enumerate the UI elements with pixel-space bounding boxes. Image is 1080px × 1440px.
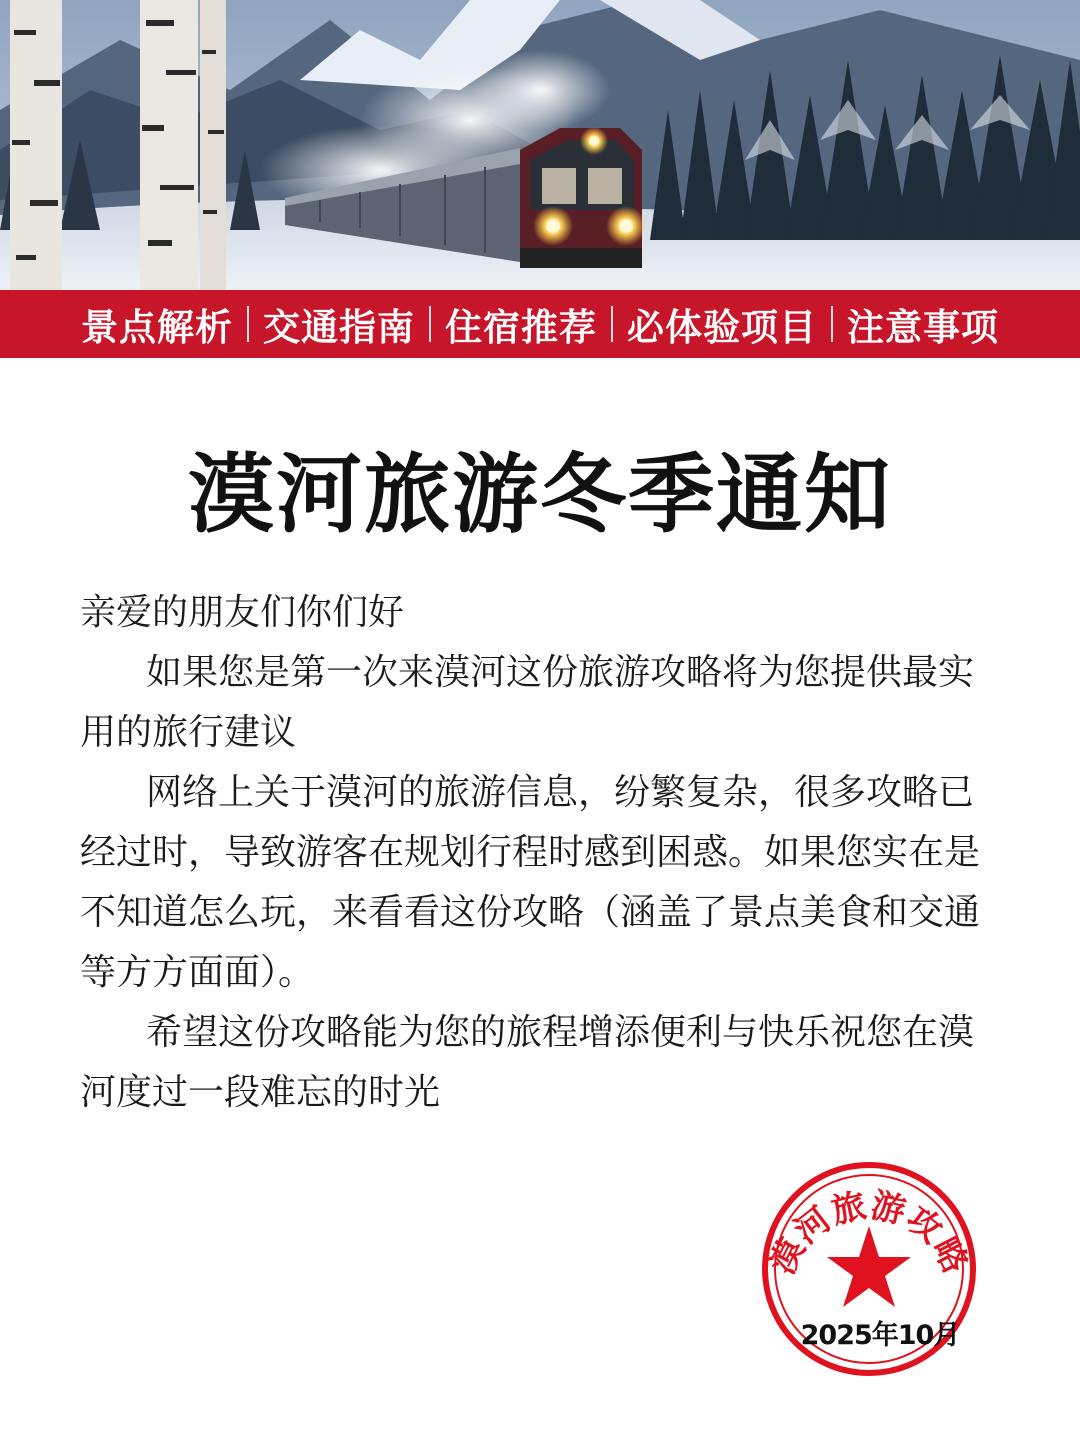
nav-item-transport[interactable]: 交通指南 bbox=[263, 306, 415, 349]
page-title: 漠河旅游冬季通知 bbox=[188, 444, 892, 545]
nav-item-lodging[interactable]: 住宿推荐 bbox=[445, 306, 597, 349]
paragraph-intro: 如果您是第一次来漠河这份旅游攻略将为您提供最实用的旅行建议 bbox=[80, 652, 975, 753]
nav-item-experiences[interactable]: 必体验项目 bbox=[627, 306, 817, 349]
notice-body bbox=[80, 583, 1005, 1123]
nav-item-notices[interactable]: 注意事项 bbox=[847, 306, 999, 349]
winter-train-scene bbox=[0, 0, 1080, 290]
hero-image bbox=[0, 0, 1080, 290]
star-icon bbox=[827, 1226, 911, 1307]
nav-item-attractions[interactable]: 景点解析 bbox=[81, 306, 233, 349]
greeting-text: 亲爱的朋友们你们好 bbox=[80, 592, 405, 633]
stamp-date: 2025年10月 bbox=[800, 1320, 960, 1351]
category-nav bbox=[0, 290, 1080, 358]
paragraph-info: 网络上关于漠河的旅游信息，纷繁复杂，很多攻略已经过时，导致游客在规划行程时感到困惑。如果您实在是不知道怎么玩，来看看这份攻略（涵盖了景点美食和交通等方方面面）。 bbox=[80, 772, 981, 993]
paragraph-wishes: 希望这份攻略能为您的旅程增添便利与快乐祝您在漠河度过一段难忘的时光 bbox=[80, 1012, 975, 1113]
stamp-text: 漠河旅游攻略 bbox=[762, 1185, 976, 1281]
